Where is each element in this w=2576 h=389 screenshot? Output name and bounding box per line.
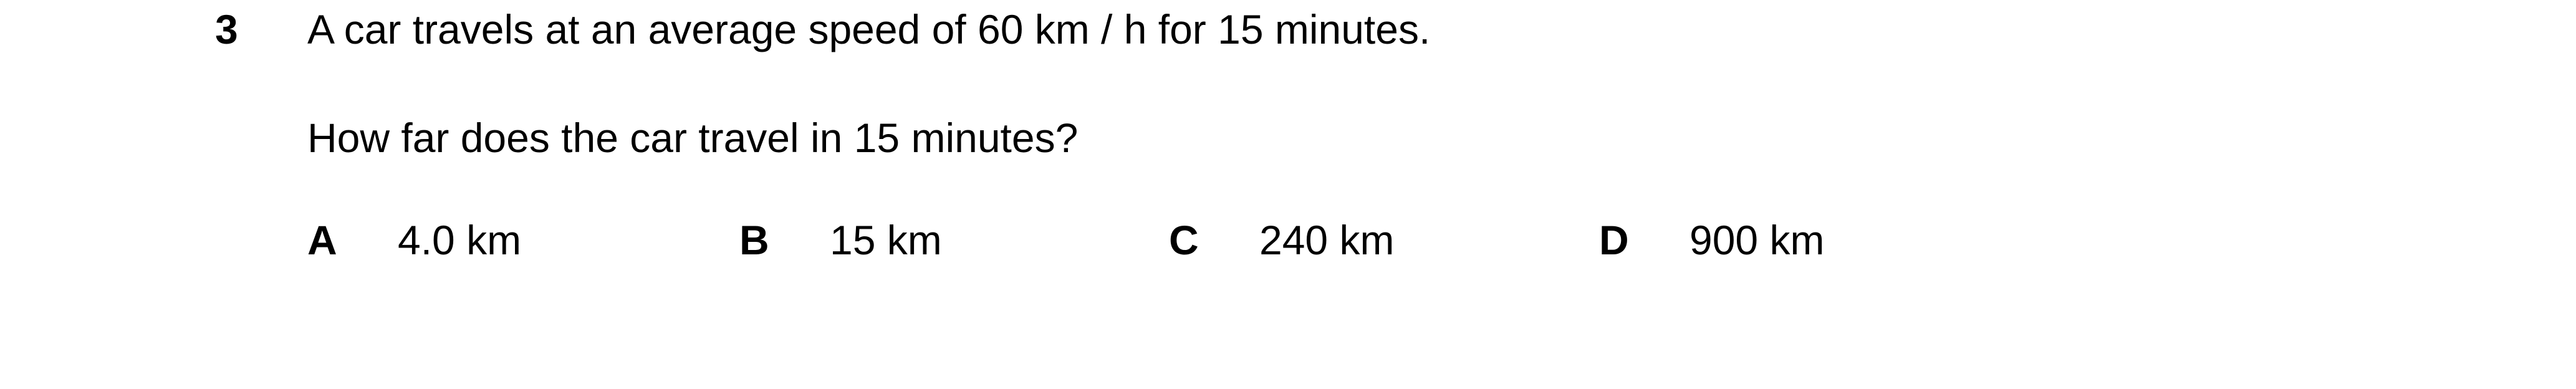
option-letter: D <box>1599 217 1629 263</box>
option-text: 15 km <box>830 217 942 263</box>
question-number: 3 <box>215 6 238 52</box>
question-stem: A car travels at an average speed of 60 km / h for 15 minutes. <box>307 6 1431 52</box>
option-text: 240 km <box>1259 217 1395 263</box>
option-text: 900 km <box>1689 217 1825 263</box>
option-letter: A <box>307 217 337 263</box>
option-text: 4.0 km <box>398 217 522 263</box>
option-letter: C <box>1169 217 1199 263</box>
option-letter: B <box>739 217 769 263</box>
question-prompt: How far does the car travel in 15 minutes? <box>307 115 1079 161</box>
